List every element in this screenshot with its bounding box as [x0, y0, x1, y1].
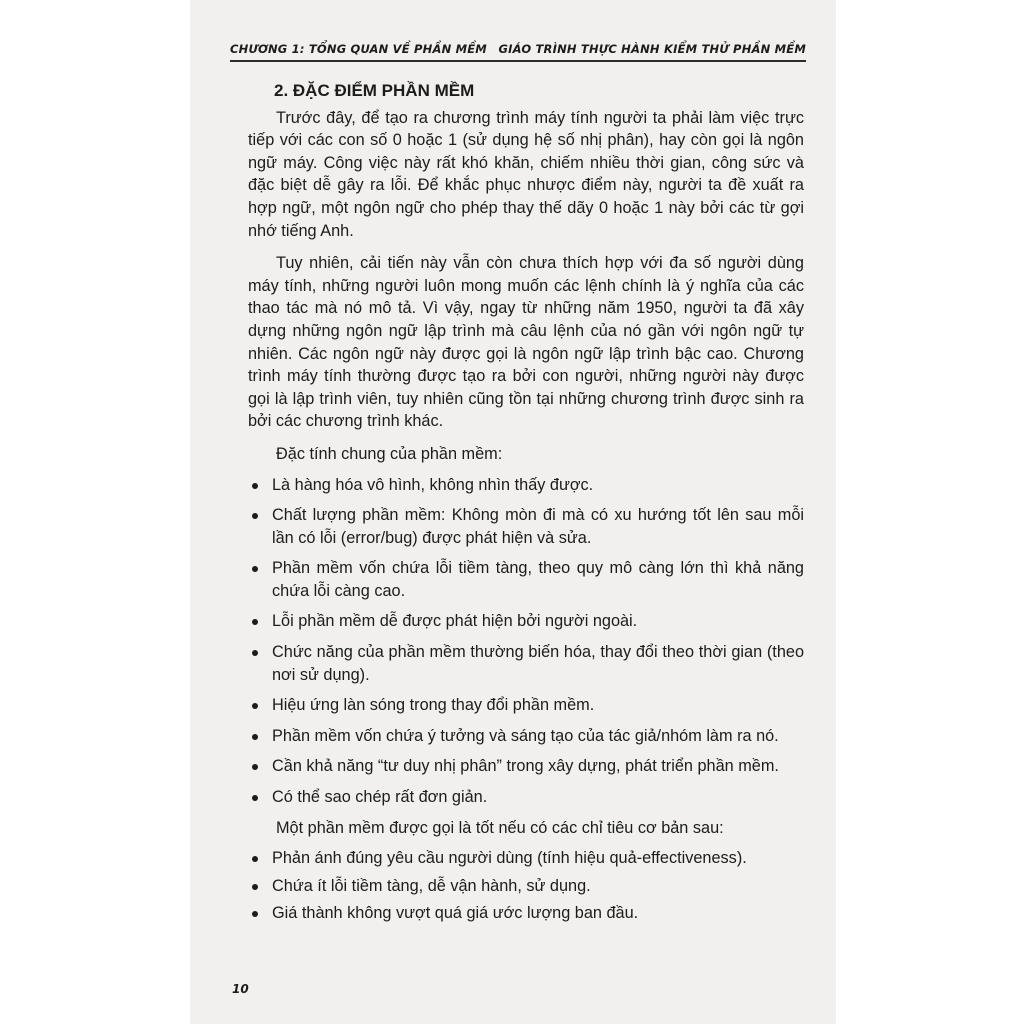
list-item-text: Lỗi phần mềm dễ được phát hiện bởi người ngoài.: [272, 612, 638, 631]
bullet-icon: [252, 764, 258, 770]
characteristics-lead: Đặc tính chung của phần mềm:: [276, 444, 503, 463]
section-heading: 2. ĐẶC ĐIỂM PHẦN MỀM: [274, 81, 475, 100]
bullet-icon: [252, 619, 258, 625]
bullet-icon: [252, 911, 258, 917]
page-content: [248, 80, 804, 930]
list-item-text: Cần khả năng “tư duy nhị phân” trong xây dựng, phát triển phần mềm.: [272, 757, 779, 776]
list-item: [248, 610, 804, 633]
bullet-icon: [252, 650, 258, 656]
good-software-list: [248, 847, 804, 925]
chapter-title: CHƯƠNG 1: TỔNG QUAN VỀ PHẦN MỀM: [230, 42, 487, 56]
list-item: [248, 694, 804, 717]
list-item-text: Phần mềm vốn chứa lỗi tiềm tàng, theo quy mô càng lớn thì khả năng chứa lỗi càng cao.: [272, 559, 804, 600]
characteristics-list: [248, 474, 804, 809]
list-item-text: Phản ánh đúng yêu cầu người dùng (tính hiệu quả-effectiveness).: [272, 849, 747, 868]
bullet-icon: [252, 513, 258, 519]
paragraph: Trước đây, để tạo ra chương trình máy tính người ta phải làm việc trực tiếp với các con số 0 hoặc 1 (sử dụng hệ số nhị phân), hay còn gọi là ngôn ngữ máy. Công việc này rất khó khăn, chiếm nhiều thời gian, công sức và đặc biệt dễ gây ra lỗi. Để khắc phục nhược điểm này, người ta đề xuất ra hợp ngữ, một ngôn ngữ cho phép thay thế dãy 0 hoặc 1 này bởi các từ gợi nhớ tiếng Anh.: [248, 108, 804, 240]
list-item-text: Là hàng hóa vô hình, không nhìn thấy được.: [272, 475, 594, 494]
page-number: 10: [232, 982, 249, 996]
list-item: [248, 847, 804, 870]
list-item: [248, 755, 804, 778]
bullet-icon: [252, 734, 258, 740]
list-item: [248, 786, 804, 809]
bullet-icon: [252, 703, 258, 709]
paragraph: Tuy nhiên, cải tiến này vẫn còn chưa thích hợp với đa số người dùng máy tính, những người luôn mong muốn các lệnh chính là ý nghĩa của các thao tác mà nó mô tả. Vì vậy, ngay từ những năm 1950, người ta đã xây dựng những ngôn ngữ lập trình mà câu lệnh của nó gần với ngôn ngữ tự nhiên. Các ngôn ngữ này được gọi là ngôn ngữ lập trình bậc cao. Chương trình máy tính thường được tạo ra bởi con người, những người này được gọi là lập trình viên, tuy nhiên cũng tồn tại những chương trình được sinh ra bởi các chương trình khác.: [248, 254, 804, 431]
list-item: [248, 504, 804, 549]
list-item-text: Chứa ít lỗi tiềm tàng, dễ vận hành, sử dụng.: [272, 876, 591, 895]
list-item: [248, 641, 804, 686]
list-item-text: Chức năng của phần mềm thường biến hóa, thay đổi theo thời gian (theo nơi sử dụng).: [272, 643, 804, 684]
list-item: [248, 474, 804, 497]
running-header: [230, 36, 806, 62]
list-item: [248, 557, 804, 602]
bullet-icon: [252, 566, 258, 572]
bullet-icon: [252, 884, 258, 890]
bullet-icon: [252, 856, 258, 862]
list-item-text: Chất lượng phần mềm: Không mòn đi mà có xu hướng tốt lên sau mỗi lần có lỗi (error/bug) được phát hiện và sửa.: [272, 506, 804, 547]
list-item-text: Hiệu ứng làn sóng trong thay đổi phần mềm.: [272, 696, 595, 715]
bullet-icon: [252, 483, 258, 489]
good-software-lead: Một phần mềm được gọi là tốt nếu có các chỉ tiêu cơ bản sau:: [276, 818, 724, 837]
bullet-icon: [252, 795, 258, 801]
list-item-text: Có thể sao chép rất đơn giản.: [272, 788, 488, 807]
book-page: [190, 0, 836, 1024]
list-item: [248, 875, 804, 898]
list-item: [248, 902, 804, 925]
list-item: [248, 725, 804, 748]
list-item-text: Phần mềm vốn chứa ý tưởng và sáng tạo của tác giả/nhóm làm ra nó.: [272, 726, 779, 745]
book-title: GIÁO TRÌNH THỰC HÀNH KIỂM THỬ PHẦN MỀM: [498, 42, 806, 56]
list-item-text: Giá thành không vượt quá giá ước lượng ban đầu.: [272, 904, 639, 923]
